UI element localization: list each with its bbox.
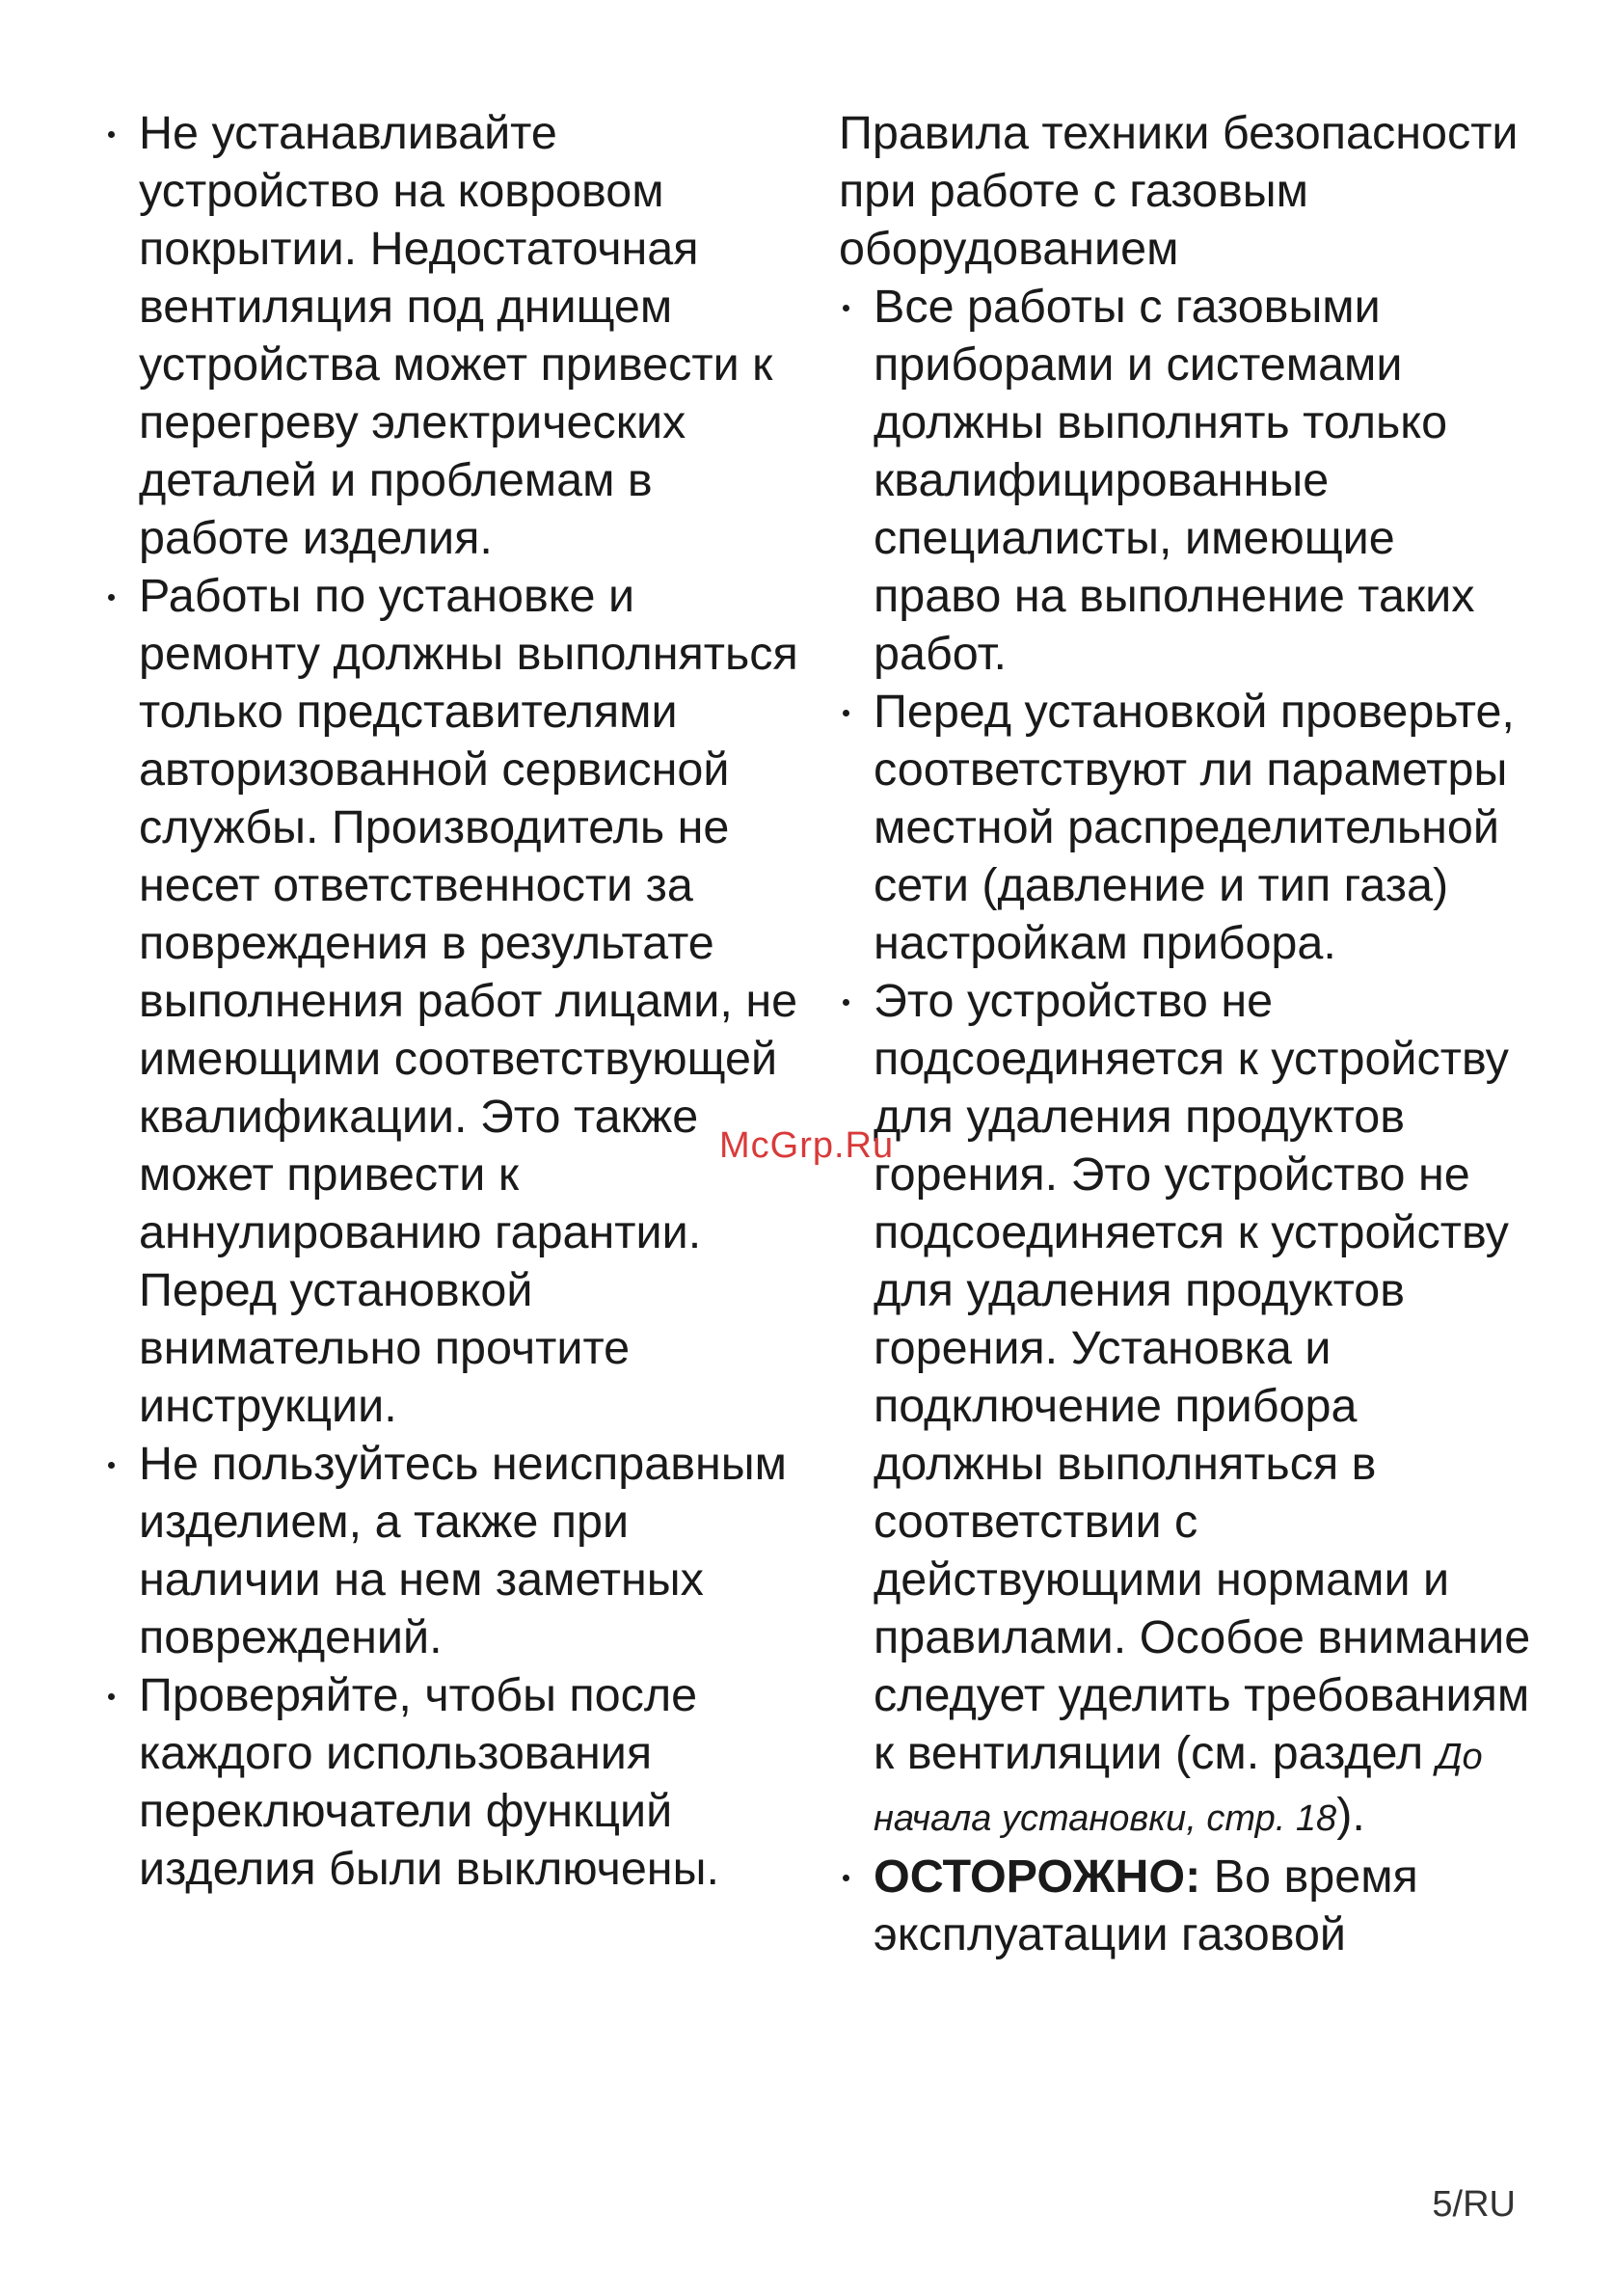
- page-number: 5/RU: [1432, 2184, 1516, 2225]
- right-column: [839, 104, 1533, 1963]
- list-item-warning: [839, 1848, 1533, 1963]
- warning-text: Во время эксплуатации газовой: [874, 1850, 1418, 1960]
- left-column: [104, 104, 798, 1898]
- watermark: McGrp.Ru: [719, 1125, 895, 1166]
- right-bullet-list: [839, 278, 1533, 1963]
- item-text-end: ).: [1336, 1789, 1365, 1841]
- left-bullet-list: [104, 104, 798, 1898]
- list-item: Перед установкой проверьте, соответствуют ли параметры местной распределительной сети (давление и тип газа) настройкам прибора.: [839, 683, 1533, 972]
- list-item: Не пользуйтесь неисправным изделием, а также при наличии на нем заметных повреждений.: [104, 1435, 798, 1666]
- warning-label: ОСТОРОЖНО:: [874, 1850, 1201, 1903]
- list-item: Проверяйте, чтобы после каждого использования переключатели функций изделия были выключены.: [104, 1666, 798, 1898]
- section-reference: До начала установки, стр. 18: [874, 1737, 1483, 1839]
- section-heading: Правила техники безопасности при работе с газовым оборудованием: [839, 107, 1519, 275]
- list-item: Все работы с газовыми приборами и системами должны выполнять только квалифицированные специалисты, имеющие право на выполнение таких работ.: [839, 278, 1533, 683]
- item-text: Это устройство не подсоединяется к устройству для удаления продуктов горения. Это устройство не подсоединяется к устройству для удаления продуктов горения. Установка и подключение прибора должны выполняться в соответствии с действующими нормами и правилами. Особое внимание следует уделить требованиям к вентиляции (см. раздел: [874, 975, 1531, 1779]
- list-item: Работы по установке и ремонту должны выполняться только представителями авторизованной сервисной службы. Производитель не несет ответственности за повреждения в результате выполнения работ лицами, не имеющими соответствующей квалификации. Это также может привести к аннулированию гарантии. Перед установкой внимательно прочтите инструкции.: [104, 567, 798, 1435]
- list-item-with-reference: [839, 972, 1533, 1848]
- list-item: Не устанавливайте устройство на ковровом покрытии. Недостаточная вентиляция под днищем устройства может привести к перегреву электрических деталей и проблемам в работе изделия.: [104, 104, 798, 567]
